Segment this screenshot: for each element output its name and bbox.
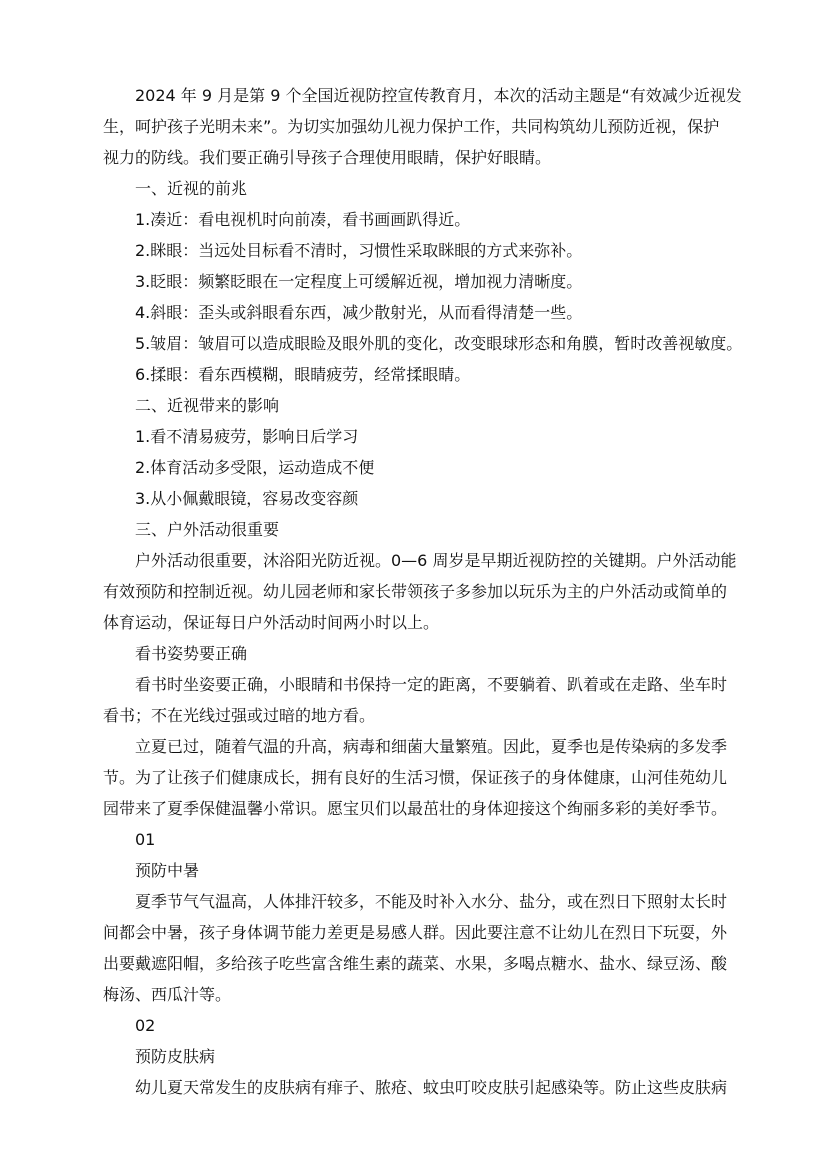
text-line: 看书时坐姿要正确，小眼睛和书保持一定的距离，不要躺着、趴着或在走路、坐车时 xyxy=(135,675,728,694)
text-line: 6.揉眼：看东西模糊，眼睛疲劳，经常揉眼睛。 xyxy=(135,365,471,384)
paragraph xyxy=(103,1010,753,1041)
text-line: 3.从小佩戴眼镜，容易改变容颜 xyxy=(135,489,359,508)
paragraph xyxy=(103,173,753,204)
paragraph xyxy=(103,483,753,514)
paragraph xyxy=(103,1072,753,1103)
paragraph xyxy=(103,452,753,483)
text-line: 2.眯眼：当远处目标看不清时，习惯性采取眯眼的方式来弥补。 xyxy=(135,241,583,260)
text-line: 视力的防线。我们要正确引导孩子合理使用眼睛，保护好眼睛。 xyxy=(103,148,552,167)
text-line: 体育运动，保证每日户外活动时间两小时以上。 xyxy=(103,613,440,632)
document-page xyxy=(103,80,753,1103)
paragraph xyxy=(103,359,753,390)
paragraph xyxy=(103,514,753,545)
text-line: 看书姿势要正确 xyxy=(135,644,248,663)
paragraph xyxy=(103,545,753,638)
text-line: 有效预防和控制近视。幼儿园老师和家长带领孩子多参加以玩乐为主的户外活动或简单的 xyxy=(103,582,728,601)
text-line: 2.体育活动多受限，运动造成不便 xyxy=(135,458,375,477)
text-line: 5.皱眉：皱眉可以造成眼睑及眼外肌的变化，改变眼球形态和角膜，暂时改善视敏度。 xyxy=(135,334,743,353)
paragraph xyxy=(103,297,753,328)
text-line: 01 xyxy=(135,830,156,849)
paragraph xyxy=(103,390,753,421)
text-line: 2024 年 9 月是第 9 个全国近视防控宣传教育月，本次的活动主题是“有效减少近视发 xyxy=(135,86,742,105)
paragraph xyxy=(103,1041,753,1072)
text-line: 预防皮肤病 xyxy=(135,1047,216,1066)
text-line: 一、近视的前兆 xyxy=(135,179,248,198)
paragraph xyxy=(103,855,753,886)
paragraph xyxy=(103,731,753,824)
text-line: 夏季节气气温高，人体排汗较多，不能及时补入水分、盐分，或在烈日下照射太长时 xyxy=(135,892,728,911)
paragraph xyxy=(103,669,753,731)
text-line: 户外活动很重要，沐浴阳光防近视。0—6 周岁是早期近视防控的关键期。户外活动能 xyxy=(135,551,737,570)
text-line: 幼儿夏天常发生的皮肤病有痱子、脓疮、蚊虫叮咬皮肤引起感染等。防止这些皮肤病 xyxy=(135,1078,728,1097)
text-line: 1.看不清易疲劳，影响日后学习 xyxy=(135,427,359,446)
text-line: 出要戴遮阳帽，多给孩子吃些富含维生素的蔬菜、水果，多喝点糖水、盐水、绿豆汤、酸 xyxy=(103,954,728,973)
paragraph xyxy=(103,328,753,359)
paragraph xyxy=(103,638,753,669)
text-line: 立夏已过，随着气温的升高，病毒和细菌大量繁殖。因此，夏季也是传染病的多发季 xyxy=(135,737,728,756)
paragraph xyxy=(103,886,753,1010)
text-line: 02 xyxy=(135,1016,156,1035)
text-line: 3.眨眼：频繁眨眼在一定程度上可缓解近视，增加视力清晰度。 xyxy=(135,272,583,291)
paragraph xyxy=(103,421,753,452)
text-line: 间都会中暑，孩子身体调节能力差更是易感人群。因此要注意不让幼儿在烈日下玩耍，外 xyxy=(103,923,728,942)
text-line: 节。为了让孩子们健康成长，拥有良好的生活习惯，保证孩子的身体健康，山河佳苑幼儿 xyxy=(103,768,728,787)
text-line: 梅汤、西瓜汁等。 xyxy=(103,985,232,1004)
paragraph xyxy=(103,80,753,173)
paragraph xyxy=(103,235,753,266)
text-line: 4.斜眼：歪头或斜眼看东西，减少散射光，从而看得清楚一些。 xyxy=(135,303,583,322)
paragraph xyxy=(103,266,753,297)
text-line: 三、户外活动很重要 xyxy=(135,520,280,539)
text-line: 预防中暑 xyxy=(135,861,200,880)
paragraph xyxy=(103,824,753,855)
text-line: 看书；不在光线过强或过暗的地方看。 xyxy=(103,706,376,725)
text-line: 生，呵护孩子光明未来”。为切实加强幼儿视力保护工作，共同构筑幼儿预防近视，保护 xyxy=(103,117,720,136)
paragraph xyxy=(103,204,753,235)
text-line: 园带来了夏季保健温馨小常识。愿宝贝们以最茁壮的身体迎接这个绚丽多彩的美好季节。 xyxy=(103,799,728,818)
text-line: 二、近视带来的影响 xyxy=(135,396,280,415)
text-line: 1.凑近：看电视机时向前凑，看书画画趴得近。 xyxy=(135,210,471,229)
